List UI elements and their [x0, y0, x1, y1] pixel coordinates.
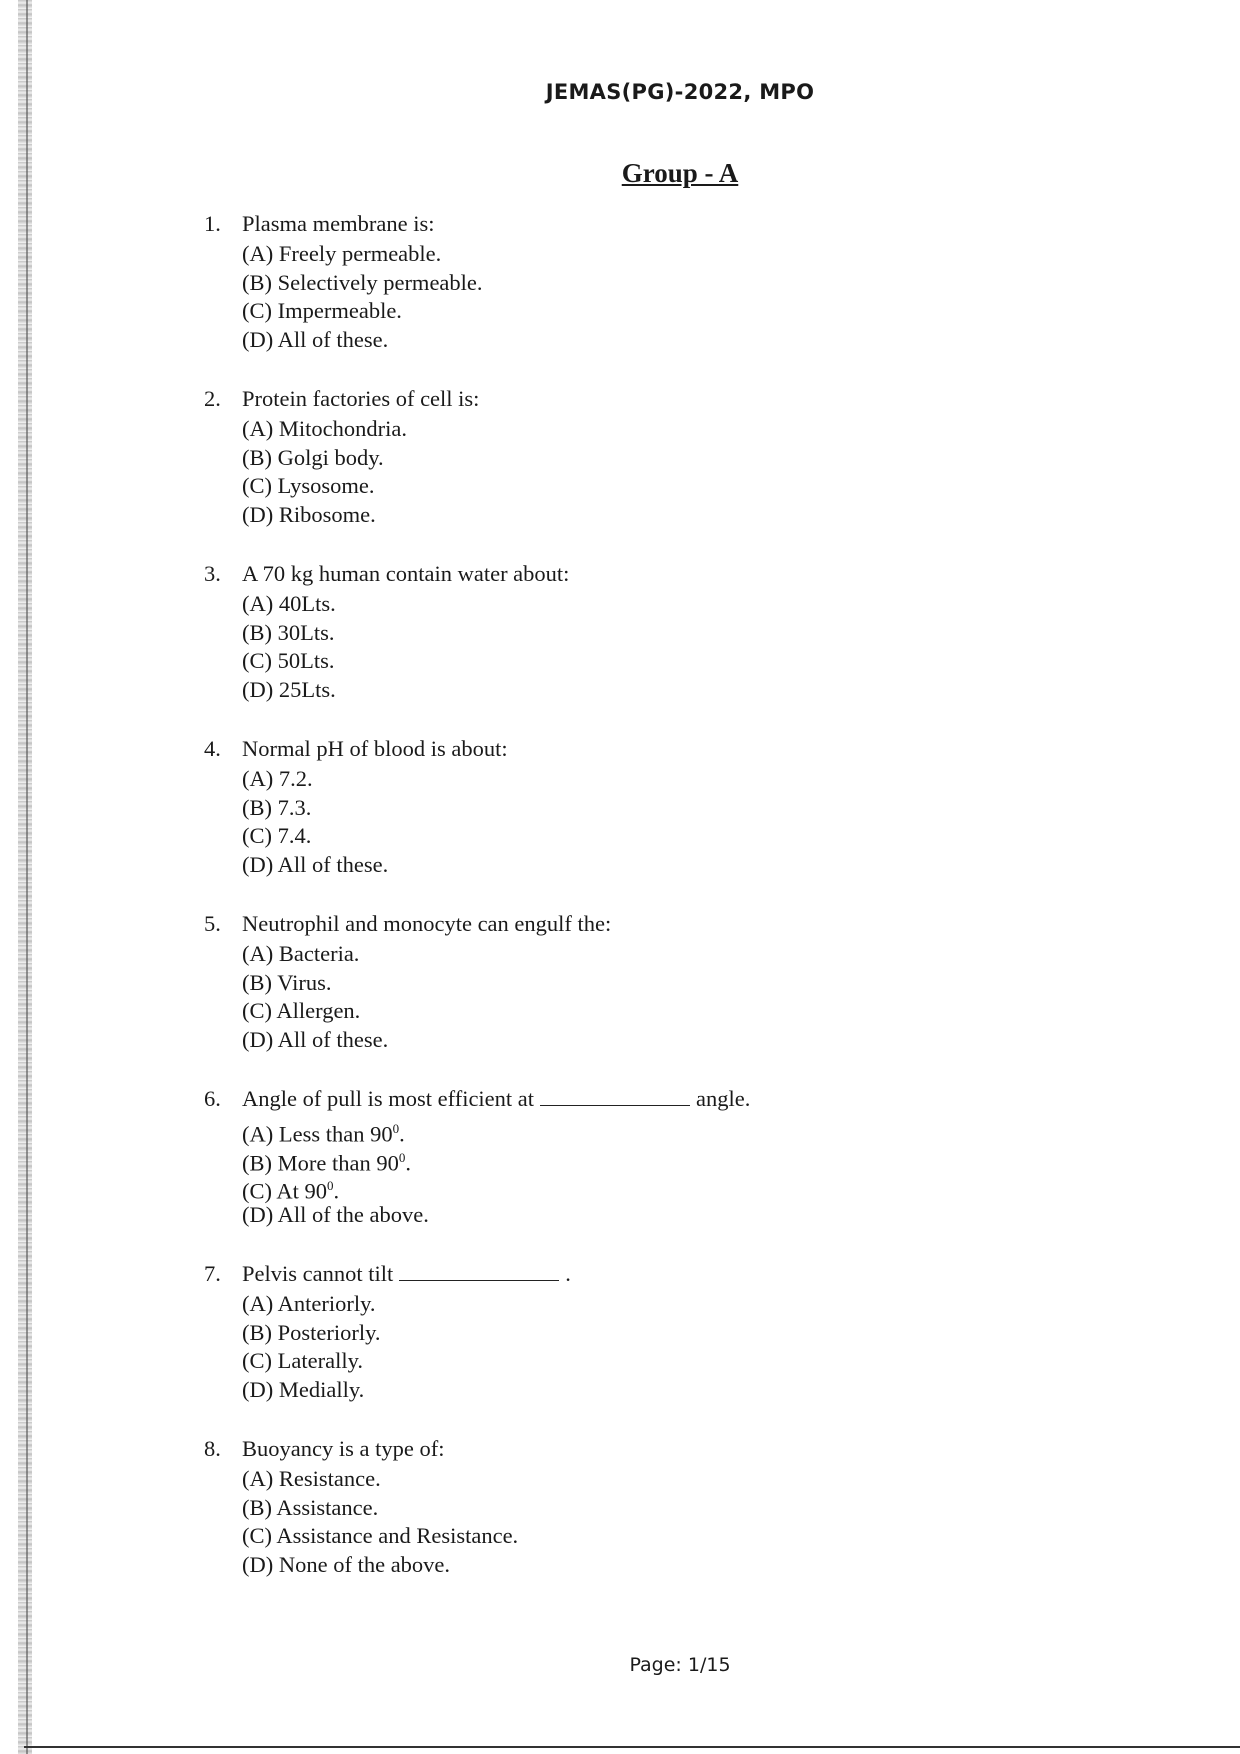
option-b: (B) 30Lts. — [242, 619, 335, 645]
question-stem — [204, 383, 1104, 415]
option-c: (C) Impermeable. — [242, 298, 402, 323]
option-text: (B) More than 90 — [242, 1150, 399, 1175]
question-number: 2. — [204, 386, 221, 411]
question-stem — [204, 1433, 1104, 1465]
option-c — [242, 1172, 1104, 1204]
option-a: (A) Resistance. — [242, 1466, 381, 1491]
degree-superscript: 0 — [327, 1178, 334, 1193]
question-stem — [204, 733, 1104, 765]
option-punct: . — [405, 1150, 411, 1175]
question-7 — [204, 1258, 1104, 1433]
option-list — [204, 415, 1104, 529]
scan-binding-line — [26, 0, 28, 1754]
question-number: 8. — [204, 1436, 221, 1461]
bottom-border-line — [24, 1746, 1240, 1748]
question-stem — [204, 558, 1104, 590]
question-text-end: . — [565, 1261, 571, 1286]
option-list — [204, 940, 1104, 1054]
question-stem — [204, 1258, 1104, 1290]
question-text: A 70 kg human contain water about: — [242, 561, 570, 586]
question-text-end: angle. — [696, 1086, 751, 1111]
option-a: (A) Anteriorly. — [242, 1291, 376, 1316]
option-list — [204, 1290, 1104, 1404]
group-title: Group - A — [621, 158, 739, 188]
question-text: Protein factories of cell is: — [242, 386, 480, 411]
option-b: (B) Posteriorly. — [242, 1319, 381, 1345]
option-a: (A) 40Lts. — [242, 591, 336, 616]
option-b: (B) Virus. — [242, 969, 332, 995]
option-d: (D) All of these. — [242, 851, 389, 877]
option-text: (C) At 90 — [242, 1178, 328, 1204]
exam-header: JEMAS(PG)-2022, MPO — [545, 80, 815, 104]
question-stem — [204, 908, 1104, 940]
option-c: (C) Laterally. — [242, 1348, 363, 1373]
question-3 — [204, 558, 1104, 733]
option-a — [242, 1115, 1104, 1147]
option-d: (D) 25Lts. — [242, 676, 336, 702]
question-number: 5. — [204, 911, 221, 936]
scan-binding-edge — [18, 0, 32, 1754]
option-d: (D) Medially. — [242, 1376, 365, 1402]
question-number: 3. — [204, 561, 221, 586]
option-b: (B) 7.3. — [242, 794, 312, 820]
option-d: (D) All of the above. — [242, 1201, 429, 1227]
question-4 — [204, 733, 1104, 908]
degree-superscript: 0 — [392, 1121, 400, 1136]
option-punct: . — [399, 1121, 405, 1147]
option-c: (C) Allergen. — [242, 998, 361, 1023]
degree-superscript: 0 — [398, 1149, 406, 1165]
question-text: Angle of pull is most efficient at — [242, 1086, 535, 1111]
question-text: Pelvis cannot tilt — [242, 1261, 394, 1286]
option-b: (B) Golgi body. — [242, 444, 384, 470]
question-stem — [204, 208, 1104, 240]
option-list — [204, 240, 1104, 354]
question-text: Normal pH of blood is about: — [242, 736, 508, 761]
option-c: (C) Lysosome. — [242, 473, 375, 498]
question-5 — [204, 908, 1104, 1083]
question-6 — [204, 1083, 1104, 1258]
question-text: Neutrophil and monocyte can engulf the: — [242, 911, 612, 936]
question-8 — [204, 1433, 1104, 1608]
option-list — [204, 1115, 1104, 1229]
option-list — [204, 765, 1104, 879]
option-b — [242, 1144, 1104, 1173]
question-text: Plasma membrane is: — [242, 211, 435, 236]
option-a: (A) Mitochondria. — [242, 416, 407, 441]
question-number: 7. — [204, 1261, 221, 1286]
answer-blank — [540, 1085, 690, 1106]
option-c: (C) 50Lts. — [242, 648, 335, 673]
question-1 — [204, 208, 1104, 383]
option-a: (A) Bacteria. — [242, 941, 360, 966]
question-number: 6. — [204, 1086, 221, 1111]
question-number: 1. — [204, 211, 221, 236]
answer-blank — [399, 1260, 559, 1281]
option-c: (C) 7.4. — [242, 823, 312, 848]
option-c: (C) Assistance and Resistance. — [242, 1523, 519, 1548]
option-a: (A) Freely permeable. — [242, 241, 442, 266]
question-list — [204, 208, 1104, 1608]
option-d: (D) All of these. — [242, 326, 389, 352]
option-d: (D) Ribosome. — [242, 501, 376, 527]
option-b: (B) Assistance. — [242, 1494, 379, 1520]
question-text: Buoyancy is a type of: — [242, 1436, 445, 1461]
option-b: (B) Selectively permeable. — [242, 269, 483, 295]
option-list — [204, 1465, 1104, 1579]
question-stem — [204, 1083, 1104, 1115]
option-d: (D) All of these. — [242, 1026, 389, 1052]
question-2 — [204, 383, 1104, 558]
page-number: Page: 1/15 — [629, 1654, 731, 1676]
option-punct: . — [333, 1178, 340, 1204]
option-a: (A) 7.2. — [242, 766, 313, 791]
option-list — [204, 590, 1104, 704]
question-number: 4. — [204, 736, 221, 761]
option-text: (A) Less than 90 — [242, 1121, 393, 1147]
option-d: (D) None of the above. — [242, 1551, 451, 1577]
